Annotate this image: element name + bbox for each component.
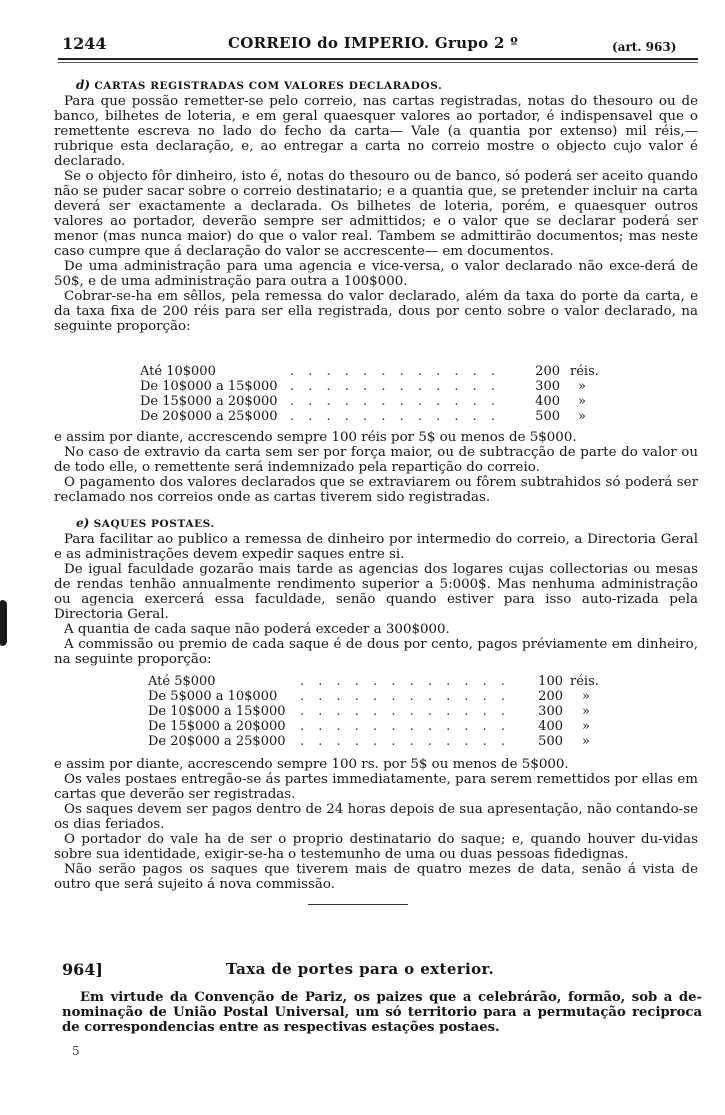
section-d-heading: d) CARTAS REGISTRADAS COM VALORES DECLARADOS. bbox=[76, 78, 443, 92]
paragraph: De uma administração para uma agencia e vice-versa, o valor declarado não exce-derá de 50$, e de uma administração para outra a 100$000. bbox=[54, 259, 698, 289]
table-row: De 15$000 a 20$000 . . . . . . . . . . . . 400 » bbox=[140, 394, 586, 409]
table-row: De 10$000 a 15$000 . . . . . . . . . . . . 300 » bbox=[148, 704, 590, 719]
paragraph: e assim por diante, accrescendo sempre 100 rs. por 5$ ou menos de 5$000. bbox=[54, 757, 569, 772]
paragraph: Cobrar-se-ha em sêllos, pela remessa do valor declarado, além da taxa do porte da carta, e da taxa fixa de 200 réis para ser ella registrada, dous por cento sobre o valor declarado, na seguinte proporção: bbox=[54, 289, 698, 334]
article-reference: (art. 963) bbox=[612, 40, 677, 54]
tariff-table-registered bbox=[140, 364, 620, 424]
paragraph: De igual faculdade gozarão mais tarde as agencias dos logares cujas collectorias ou mesas de rendas tenhão annualmente rendimento superior a 5:000$. Mas nenhuma administração ou agencia exercerá essa faculdade, senão quando estiver para isso auto-rizada pela Directoria Geral. bbox=[54, 562, 698, 622]
paragraph: O pagamento dos valores declarados que se extraviarem ou fôrem subtrahidos só poderá ser reclamado nos correios onde as cartas tiverem sido registradas. bbox=[54, 475, 698, 505]
section-separator bbox=[308, 904, 408, 905]
paragraph: A commissão ou premio de cada saque é de dous por cento, pagos préviamente em dinheiro, na seguinte proporção: bbox=[54, 637, 698, 667]
paragraph: Não serão pagos os saques que tiverem mais de quatro mezes de data, senão á vista de outro que será sujeito á nova commissão. bbox=[54, 862, 698, 892]
paragraph: Em virtude da Convenção de Pariz, os paizes que a celebrárão, formão, sob a de-nominação de União Postal Universal, um só territorio para a permutação reciproca de correspondencias entre as respectivas estações postaes. bbox=[62, 990, 702, 1035]
paragraph: O portador do vale ha de ser o proprio destinatario do saque; e, quando houver du-vidas sobre sua identidade, exigir-se-ha o testemunho de uma ou duas pessoas fidedignas. bbox=[54, 832, 698, 862]
paragraph: Para que possão remetter-se pelo correio, nas cartas registradas, notas do thesouro ou de banco, bilhetes de loteria, e em geral quaesquer valores ao portador, é indispensavel que o remettente escreva no lado do fecho da carta— Vale (a quantia por extenso) mil réis,—rubrique esta declaração, e, ao entregar a carta no correio mostre o objecto cujo valor é declarado. bbox=[54, 94, 698, 169]
table-row: De 15$000 a 20$000 . . . . . . . . . . . . 400 » bbox=[148, 719, 590, 734]
header-rule-thin bbox=[58, 62, 698, 63]
table-row: Até 10$000 . . . . . . . . . . . . 200 réis. bbox=[140, 364, 599, 379]
running-title: CORREIO do IMPERIO. Grupo 2 º bbox=[228, 34, 519, 52]
paragraph: No caso de extravio da carta sem ser por força maior, ou de subtracção de parte do valor ou de todo elle, o remettente será indemnizado pela repartição do correio. bbox=[54, 445, 698, 475]
header-rule bbox=[58, 58, 698, 60]
section-e-text bbox=[54, 516, 698, 667]
table-row: De 10$000 a 15$000 . . . . . . . . . . . . 300 » bbox=[140, 379, 586, 394]
paragraph: Para facilitar ao publico a remessa de dinheiro por intermedio do correio, a Directoria Geral e as administrações devem expedir saques entre si. bbox=[54, 532, 698, 562]
section-d-after-table bbox=[54, 430, 698, 505]
footer-mark: 5 bbox=[72, 1044, 80, 1058]
paragraph: Os vales postaes entregão-se ás partes immediatamente, para serem remettidos por ellas em cartas que deverão ser registradas. bbox=[54, 772, 698, 802]
article-964-text bbox=[62, 990, 702, 1035]
margin-ink-mark bbox=[0, 600, 7, 646]
table-row: Até 5$000 . . . . . . . . . . . . 100 réis. bbox=[148, 674, 599, 689]
section-e-heading: e) SAQUES POSTAES. bbox=[76, 516, 215, 530]
paragraph: Os saques devem ser pagos dentro de 24 horas depois de sua apresentação, não contando-se os dias feriados. bbox=[54, 802, 698, 832]
table-row: De 5$000 a 10$000 . . . . . . . . . . . . 200 » bbox=[148, 689, 590, 704]
page-number: 1244 bbox=[62, 34, 107, 53]
paragraph: A quantia de cada saque não poderá exceder a 300$000. bbox=[64, 622, 450, 637]
section-e-after-table bbox=[54, 757, 698, 892]
article-number: 964] bbox=[62, 960, 103, 979]
tariff-table-money-orders bbox=[148, 674, 628, 749]
paragraph: Se o objecto fôr dinheiro, isto é, notas do thesouro ou de banco, só poderá ser aceito quando não se puder sacar sobre o correio destinatario; e a quantia que, se pretender incluir na carta deverá ser exactamente a declarada. Os bilhetes de loteria, porém, e quaesquer outros valores ao portador, deverão sempre ser admittidos; e o valor que se declarar poderá ser menor (mas nunca maior) do que o valor real. Tambem se admittirão documentos; mas neste caso cumpre que á declaração do valor se accrescente— em documentos. bbox=[54, 169, 698, 259]
article-title: Taxa de portes para o exterior. bbox=[226, 960, 495, 978]
table-row: De 20$000 a 25$000 . . . . . . . . . . . . 500 » bbox=[148, 734, 590, 749]
table-row: De 20$000 a 25$000 . . . . . . . . . . . . 500 » bbox=[140, 409, 586, 424]
section-d-text bbox=[54, 78, 698, 334]
paragraph: e assim por diante, accrescendo sempre 100 réis por 5$ ou menos de 5$000. bbox=[54, 430, 577, 445]
